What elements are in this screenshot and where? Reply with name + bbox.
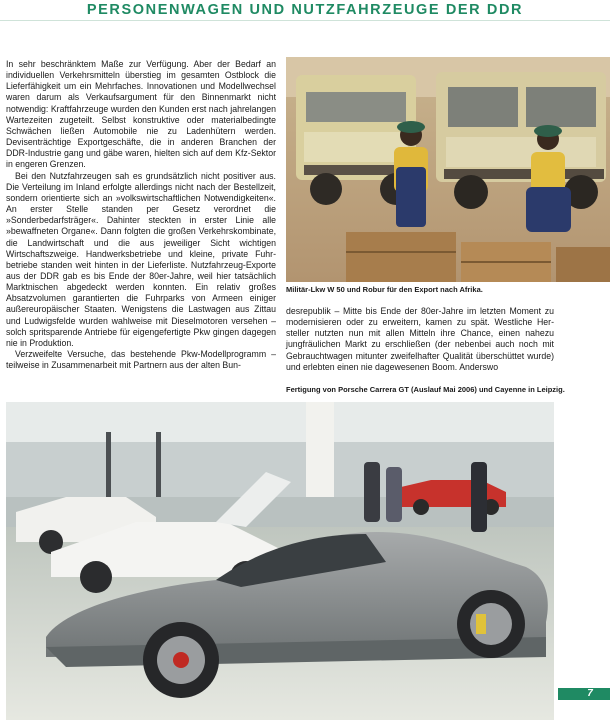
right-text-column [286,306,554,373]
page-header [0,0,610,20]
left-text-column [6,59,276,371]
paragraph: desrepublik – Mitte bis Ende der 80er-Jahre im letzten Moment zu modernisieren oder zu erweitern, kamen zu spät. Westliche Hersteller nutzten nun mit allen Mitteln ihre Chance, einen nahezu jungfräulichen Markt zu erschließen (der nebenbei auch noch mit Gebrauchtwagen mitunter zweifelhafter Qualität überschüttet wurde) und erlebten einen nie dagewesenen Boom. Anderswo [286,306,554,372]
page-running-title: PERSONENWAGEN UND NUTZFAHRZEUGE DER DDR [86,2,524,18]
header-rule [0,20,610,21]
paragraph: Verzweifelte Versuche, das bestehende Pkw-Modellprogramm – teilweise in Zusammenarbeit mit Partnern aus der alten Bun- [6,349,276,371]
paragraph: In sehr beschränktem Maße zur Verfügung. Aber der Bedarf an individuellen Verkehrsmitteln überstieg im gesamten Ostblock die Lieferfähigkeit um ein Mehrfaches. Innovationen und Modellwechsel waren darum als Verkaufsargument für den Binnenmarkt nicht notwendig: Kraftfahrzeuge wurden den Kunden erst nach jahrelangen Wartezeiten zugeteilt. Selbst konstruktive oder materialbedingte Schwächen ließen Automobile nie zu Ladenhütern werden. Devisenträchtige Exportgeschäfte, die in anderen Branchen der DDR-Industrie gang und gäbe waren, hielten sich auf dem Kfz-Sektor in engeren Grenzen. [6,59,276,170]
margin-blank [554,402,610,688]
trucks-with-workers-photo [286,57,610,282]
paragraph: Bei den Nutzfahrzeugen sah es grundsätzlich nicht positiver aus. Die Verteilung im Inland erfolgte allerdings nicht nach der Bestellzeit, sondern orientierte sich an »volkswirtschaftlichen Notwendigkeiten«. An erster Stelle standen per Gesetz verordnet die »Sonderbedarfsträger«. Dahinter steckten in erster Linie alle »bewaffneten Organe«. Dann folgten die großen Verkehrskombinate, die Landwirtschaft und die aus jeweiliger Sicht wichtigen Wirtschaftszweige. Handwerksbetriebe und kleine, private Fuhrbetriebe standen weit hinten in der Lieferliste. Nutzfahrzeug-Exporte aus der DDR gab es bis Ende der 80er-Jahre, weil hier tatsächlich Marktnischen abgedeckt werden konnten. Ein relativ großes Absatzvolumen garantierten die Fuhrparks von Armeen einiger außereuropäischer Staaten. Wenigstens die Lastwagen aus Zittau und Ludwigsfelde wurden wahlweise mit Dieselmotoren versehen – solch spritsparende Antriebe für eigengefertigte Pkw gingen dagegen nie in Produktion. [6,170,276,348]
bottom-photo-caption: Fertigung von Porsche Carrera GT (Auslauf Mai 2006) und Cayenne in Leipzig. [286,385,565,394]
top-photo-caption: Militär-Lkw W 50 und Robur für den Export nach Afrika. [286,285,483,294]
page-number: 7 [587,688,593,699]
porsche-factory-photo [6,402,554,720]
